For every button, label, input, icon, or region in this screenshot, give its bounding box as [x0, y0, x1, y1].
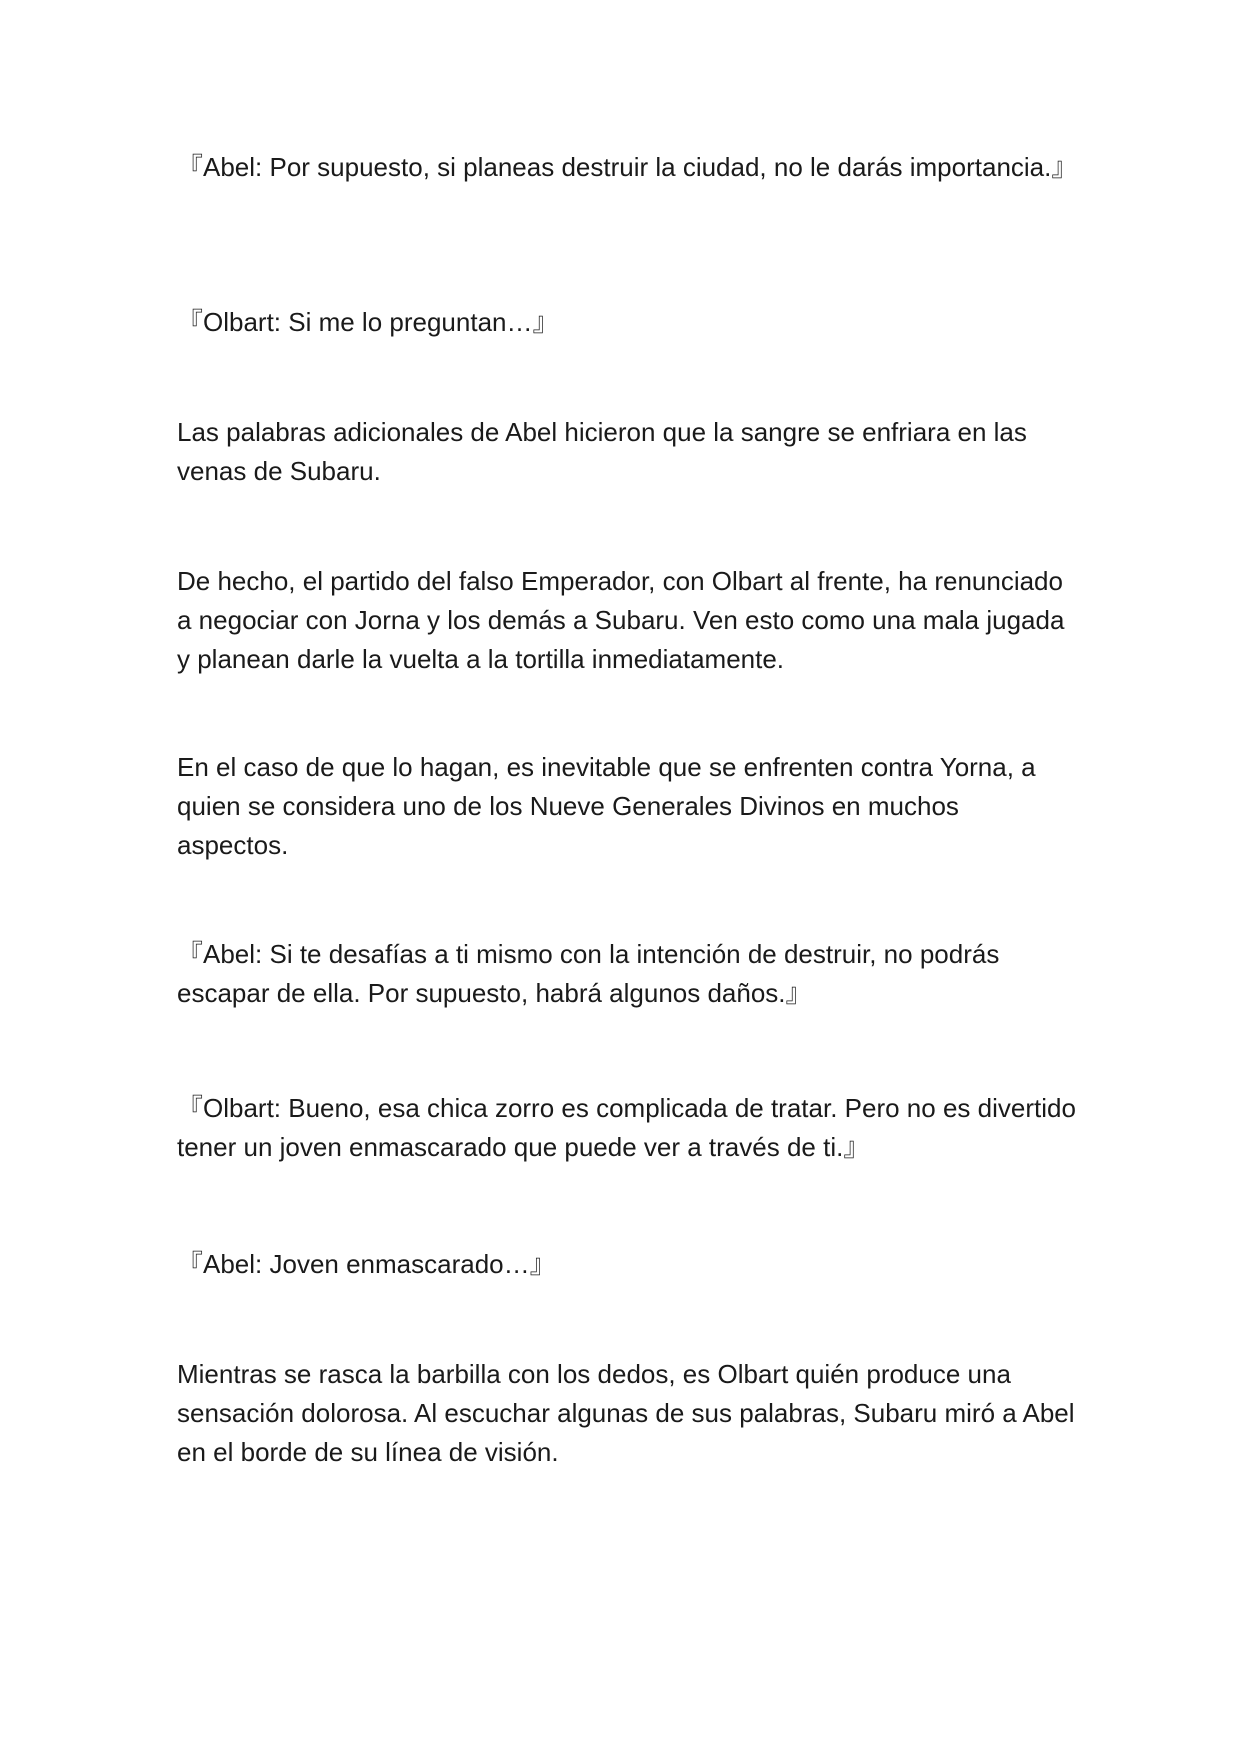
narration-paragraph-4: Mientras se rasca la barbilla con los dedos, es Olbart quién produce una sensación dolorosa. Al escuchar algunas de sus palabras, Subaru miró a Abel en el borde de su línea de visión. — [177, 1359, 1075, 1467]
narration-paragraph-1: Las palabras adicionales de Abel hicieron que la sangre se enfriara en las venas de Subaru. — [177, 417, 1027, 486]
narration-paragraph-3: En el caso de que lo hagan, es inevitable que se enfrenten contra Yorna, a quien se considera uno de los Nueve Generales Divinos en muchos aspectos. — [177, 752, 1036, 860]
dialogue-olbart-1: 『Olbart: Si me lo preguntan…』 — [177, 307, 559, 337]
dialogue-abel-2: 『Abel: Si te desafías a ti mismo con la intención de destruir, no podrás escapar de ella. Por supuesto, habrá algunos daños.』 — [177, 939, 1000, 1008]
narration-paragraph-2: De hecho, el partido del falso Emperador, con Olbart al frente, ha renunciado a negociar con Jorna y los demás a Subaru. Ven esto como una mala jugada y planean darle la vuelta a la tortilla inmediatamente. — [177, 566, 1065, 674]
dialogue-abel-1: 『Abel: Por supuesto, si planeas destruir la ciudad, no le darás importancia.』 — [177, 152, 1078, 182]
dialogue-abel-3: 『Abel: Joven enmascarado…』 — [177, 1249, 556, 1279]
dialogue-olbart-2: 『Olbart: Bueno, esa chica zorro es complicada de tratar. Pero no es divertido tener un joven enmascarado que puede ver a través de ti.』 — [177, 1093, 1076, 1162]
